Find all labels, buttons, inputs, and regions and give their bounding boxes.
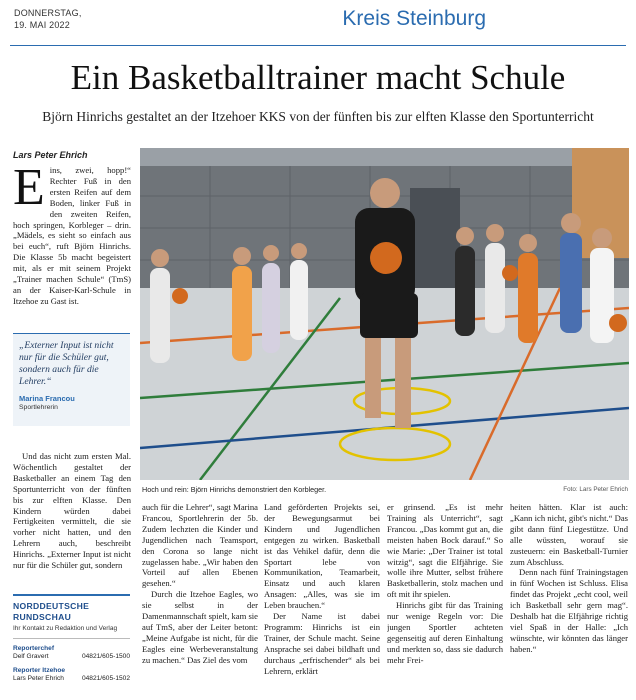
contact-entry [13,653,130,661]
header-rule [10,45,626,46]
dateline [14,7,82,31]
column-1-bottom [13,451,131,589]
column-4 [387,502,503,700]
article-author: Lars Peter Ehrich [13,150,88,160]
paragraph: Land geförderten Projekts sei, der Bewegungsarmut bei Kindern und Jugendlichen entgegen zu wirken. Basketball ist das Vehikel dafür, denn die Sportart lebe von Kommunikation, Teamarbeit, Einsatz und auch klaren Ansagen: „Alles, was sie im Leben brauchen.“ [264,502,380,611]
newspaper-brand: NORDDEUTSCHE RUNDSCHAU [13,601,90,622]
paragraph: heiten hätten. Klar ist auch: „Kann ich nicht, gibt's nicht.“ Das gibt dann fünf Liegestütze. Und alle wüssten, worauf sie zusteuern: ein Basketball-Turnier zum Abschluss. [510,502,628,567]
pull-quote-author: Marina Francou [19,394,75,403]
paragraph: Hinrichs gibt für das Training nur wenige Regeln vor: Die jungen Sportler achteten gegenseitig auf deren Einhaltung und merkten so, dass sie dadurch mehr Frei- [387,600,503,665]
paragraph: Der Name ist dabei Programm: Hinrichs ist ein Trainer, der Schule macht. Seine Ansprache sei dabei bildhaft und durchaus „erfrischender“ als bei Lehrern, erklärt [264,611,380,676]
pull-quote-role: Sportlehrerin [19,404,58,411]
page-header [0,0,636,42]
contact-phone[interactable]: 04821/605-1500 [81,653,130,660]
column-1-lead [13,165,131,329]
dateline-date: 19. MAI 2022 [14,20,70,30]
paragraph: Und das nicht zum ersten Mal. Wöchentlich gestaltet der Basketballer an einem Tag den Sportunterricht von der fünften bis zur elften Klasse. Den Kindern würden dabei Fertigkeiten vermittelt, die sie vorher nicht hatten, und den Lehrern auch, beschreibt Hinrichs. „Externer Input ist nicht nur für die Schüler gut, sondern [13,451,131,571]
pull-quote-text: „Externer Input ist nicht nur für die Schüler gut, sondern auch für die Lehrer.“ [19,340,114,387]
contact-role: Reporterchef [13,645,55,652]
lead-paragraph: ins, zwei, hopp!“ Rechter Fuß in den ersten Reifen auf dem Boden, linker Fuß in den zweiten Reifen, hoch springen, Korbleger – drin. „Mädels, es sieht so einfach aus bei euch“, ruft Björn Hinrichs. Die Klasse 5b macht begeistert mit, als er mit seinem Projekt „Trainer machen Schule“ (TmS) an der Kaiser-Karl-Schule in Itzehoe zu Gast ist. [13,165,131,306]
article-subheadline: Björn Hinrichs gestaltet an der Itzehoer KKS von der fünften bis zur elften Klasse den Sportunterricht [42,109,594,124]
contact-phone[interactable]: 04821/605-1502 [81,675,130,683]
column-5 [510,502,628,700]
paragraph: er grinsend. „Es ist mehr Training als Unterricht“, sagt Francou. „Das kommt gut an, die meisten haben Bock darauf.“ So wie Marie: „Der Trainer ist total witzig“, sagt die Elfjährige. Sie wolle ihre Mutter, selbst frühere Basketballerin, stolz machen und oft mit ihr spielen. [387,502,503,600]
paragraph: auch für die Lehrer“, sagt Marina Francou, Sportlehrerin der 5b. Zudem lechzten die Kinder und Jugendlichen nach Teamsport, den Corona so lange nicht zugelassen habe. „Wir haben den Vorteil auf allen Ebenen gesehen.“ [142,502,258,589]
contact-name: Delf Gravert [13,653,49,660]
photo-caption: Hoch und rein: Björn Hinrichs demonstriert den Korbleger. [142,485,327,494]
photo-credit: Foto: Lars Peter Ehrich [563,486,628,493]
article-headline: Ein Basketballtrainer macht Schule [70,58,566,97]
drop-cap: E [13,165,45,216]
paragraph: Durch die Itzehoe Eagles, wo sie selbst in der Damenmannschaft spielt, kam sie auf TmS, aber der Leiter betont: „Meine Aufgabe ist nicht, für die Eagles eine Werbeveranstaltung zu machen.“ Das Ziel des vom [142,589,258,665]
column-3 [264,502,380,700]
column-2 [142,502,258,700]
contact-name: Lars Peter Ehrich [13,675,64,683]
contact-box [13,594,130,700]
contact-role: Reporter Itzehoe [13,667,66,675]
paragraph: Denn nach fünf Trainingstagen in fünf Wochen ist Schluss. Elisa findet das Projekt „echt cool, weil ich Basketball sehr gern mag“. Deshalb hat die Elfjährige richtig viel Spaß in der Halle: „Ich wünschte, wir könnten das länger haben.“ [510,567,628,654]
pull-quote [13,333,130,426]
article-photo [140,148,629,480]
contact-subtitle: Ihr Kontakt zu Redaktion und Verlag [13,624,130,639]
gym-photo-illustration [140,148,629,480]
dateline-day: DONNERSTAG, [14,8,82,18]
section-title: Kreis Steinburg [342,7,486,30]
contact-entry [13,675,130,683]
